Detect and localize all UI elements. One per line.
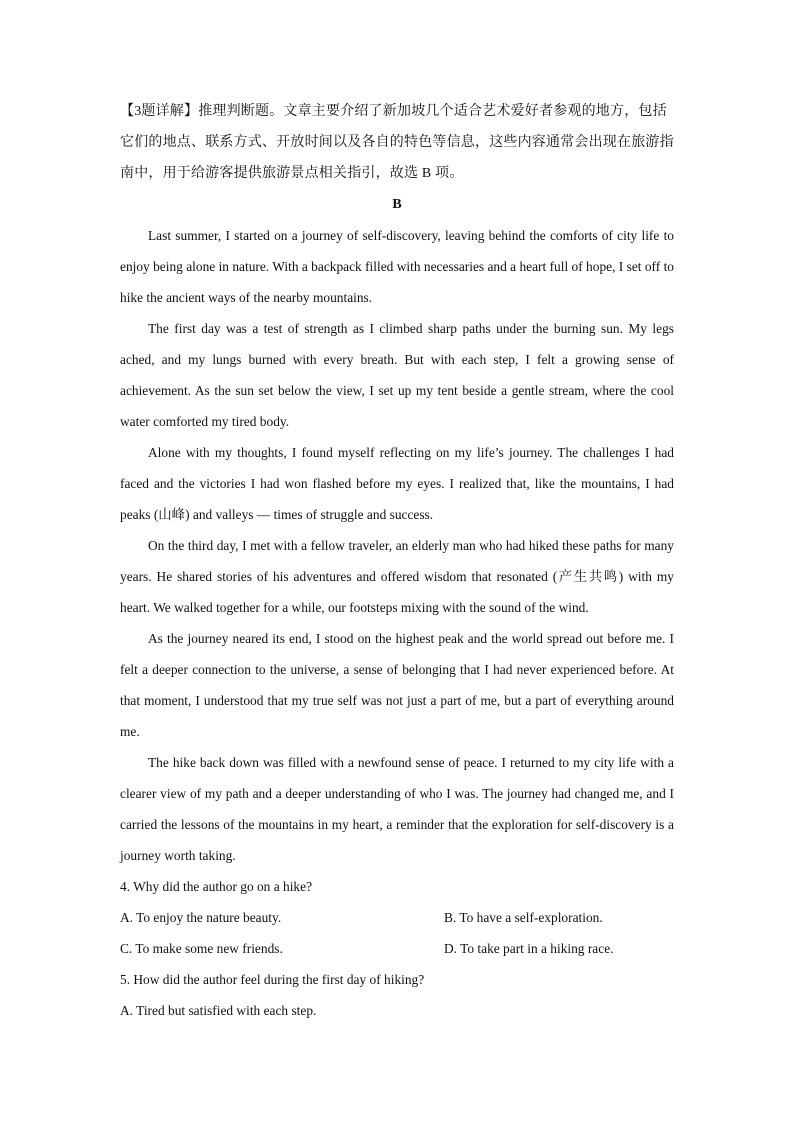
options-row	[120, 902, 674, 933]
passage-paragraph-2: The first day was a test of strength as I climbed sharp paths under the burning sun. My legs ached, and my lungs burned with every breath. But with each step, I felt a growing sense of achievement. As the sun set below the view, I set up my tent beside a gentle stream, where the cool water comforted my tired body.	[120, 321, 674, 429]
option-b: B. To have a self-exploration.	[444, 910, 603, 925]
passage-paragraph-6: The hike back down was filled with a newfound sense of peace. I returned to my city life with a clearer view of my path and a deeper understanding of who I was. The journey had changed me, and I carried the lessons of the mountains in my heart, a reminder that the exploration for self-discovery is a journey worth taking.	[120, 755, 674, 863]
document-page	[120, 96, 674, 1026]
answer-explanation: 【3题详解】推理判断题。文章主要介绍了新加坡几个适合艺术爱好者参观的地方，包括它们的地点、联系方式、开放时间以及各自的特色等信息，这些内容通常会出现在旅游指南中，用于给游客提供旅游景点相关指引，故选 B 项。	[120, 104, 674, 181]
passage-paragraph-1: Last summer, I started on a journey of self-discovery, leaving behind the comforts of city life to enjoy being alone in nature. With a backpack filled with necessaries and a heart full of hope, I set off to hike the ancient ways of the nearby mountains.	[120, 228, 674, 305]
reading-passage	[120, 220, 674, 871]
option-c: C. To make some new friends.	[120, 941, 283, 956]
section-title: B	[392, 197, 402, 212]
question-5	[120, 964, 674, 1026]
options-row	[120, 933, 674, 964]
option-a: A. Tired but satisfied with each step.	[120, 1003, 317, 1018]
question-4	[120, 871, 674, 964]
option-d: D. To take part in a hiking race.	[444, 941, 614, 956]
passage-paragraph-5: As the journey neared its end, I stood on the highest peak and the world spread out before me. I felt a deeper connection to the universe, a sense of belonging that I had never experienced before. At that moment, I understood that my true self was not just a part of me, but a part of everything around me.	[120, 631, 674, 739]
question-stem: 5. How did the author feel during the first day of hiking?	[120, 972, 425, 987]
passage-paragraph-4: On the third day, I met with a fellow traveler, an elderly man who had hiked these paths for many years. He shared stories of his adventures and offered wisdom that resonated (产生共鸣) with my heart. We walked together for a while, our footsteps mixing with the sound of the wind.	[120, 538, 674, 615]
passage-paragraph-3: Alone with my thoughts, I found myself reflecting on my life’s journey. The challenges I had faced and the victories I had won flashed before my eyes. I realized that, like the mountains, I had peaks (山峰) and valleys — times of struggle and success.	[120, 445, 674, 522]
option-a: A. To enjoy the nature beauty.	[120, 910, 282, 925]
question-stem: 4. Why did the author go on a hike?	[120, 879, 313, 894]
